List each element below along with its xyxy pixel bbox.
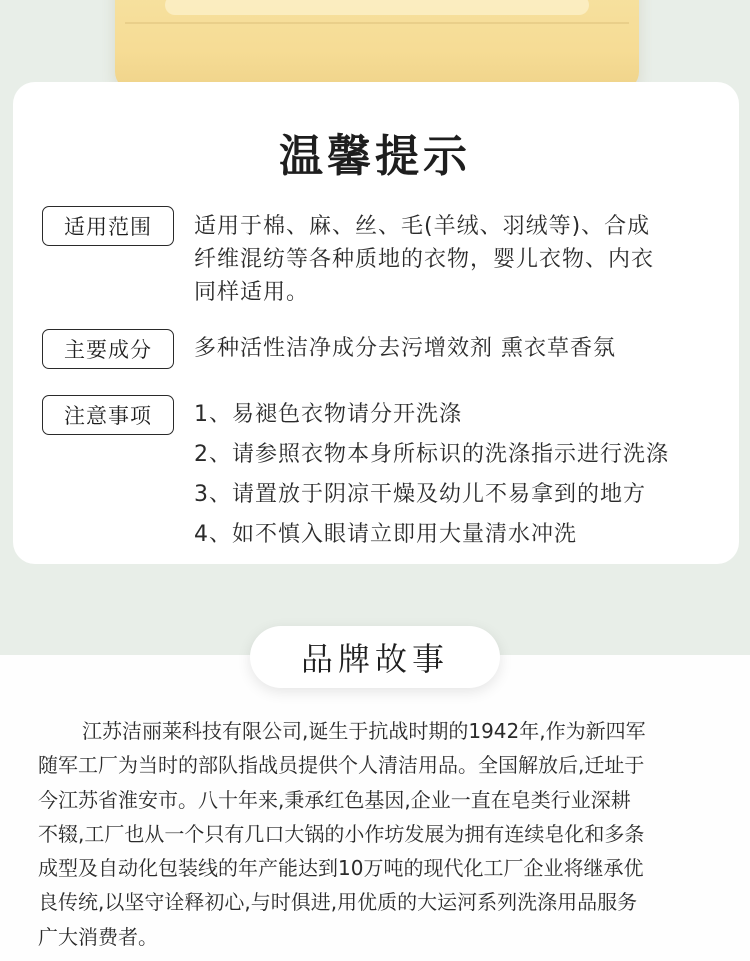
precaution-line-2: 2、请参照衣物本身所标识的洗涤指示进行洗涤 (194, 442, 669, 467)
story-line-7: 广大消费者。 (38, 924, 158, 949)
precaution-line-3: 3、请置放于阴凉干燥及幼儿不易拿到的地方 (194, 482, 646, 507)
story-line-3: 今江苏省淮安市。八十年来,秉承红色基因,企业一直在皂类行业深耕 (38, 787, 631, 812)
precaution-line-4: 4、如不慎入眼请立即用大量清水冲洗 (194, 522, 577, 547)
soap-bar-image (115, 0, 639, 90)
story-line-6: 良传统,以坚守诠释初心,与时俱进,用优质的大运河系列洗涤用品服务 (38, 890, 638, 915)
usage-scope-line-2: 纤维混纺等各种质地的衣物，婴儿衣物、内衣 (194, 247, 655, 272)
precaution-line-1: 1、易褪色衣物请分开洗涤 (194, 402, 462, 427)
story-paragraph (38, 714, 718, 954)
main-ingredients-line-1: 多种活性洁净成分去污增效剂 熏衣草香氛 (194, 336, 616, 361)
story-line-2: 随军工厂为当时的部队指战员提供个人清洁用品。全国解放后,迁址于 (38, 753, 645, 778)
story-line-5: 成型及自动化包装线的年产能达到10万吨的现代化工厂企业将继承优 (38, 856, 644, 881)
story-title: 品牌故事 (250, 626, 500, 688)
tag-main-ingredients: 主要成分 (42, 329, 174, 369)
tag-precautions: 注意事项 (42, 395, 174, 435)
soap-edge (125, 8, 629, 24)
tips-title: 温馨提示 (279, 131, 471, 182)
story-line-1: 江苏洁丽莱科技有限公司,诞生于抗战时期的1942年,作为新四军 (82, 719, 646, 743)
usage-scope-line-3: 同样适用。 (194, 280, 310, 305)
story-line-4: 不辍,工厂也从一个只有几口大锅的小作坊发展为拥有连续皂化和多条 (38, 821, 645, 846)
tag-usage-scope: 适用范围 (42, 206, 174, 246)
usage-scope-line-1: 适用于棉、麻、丝、毛(羊绒、羽绒等)、合成 (194, 214, 651, 239)
